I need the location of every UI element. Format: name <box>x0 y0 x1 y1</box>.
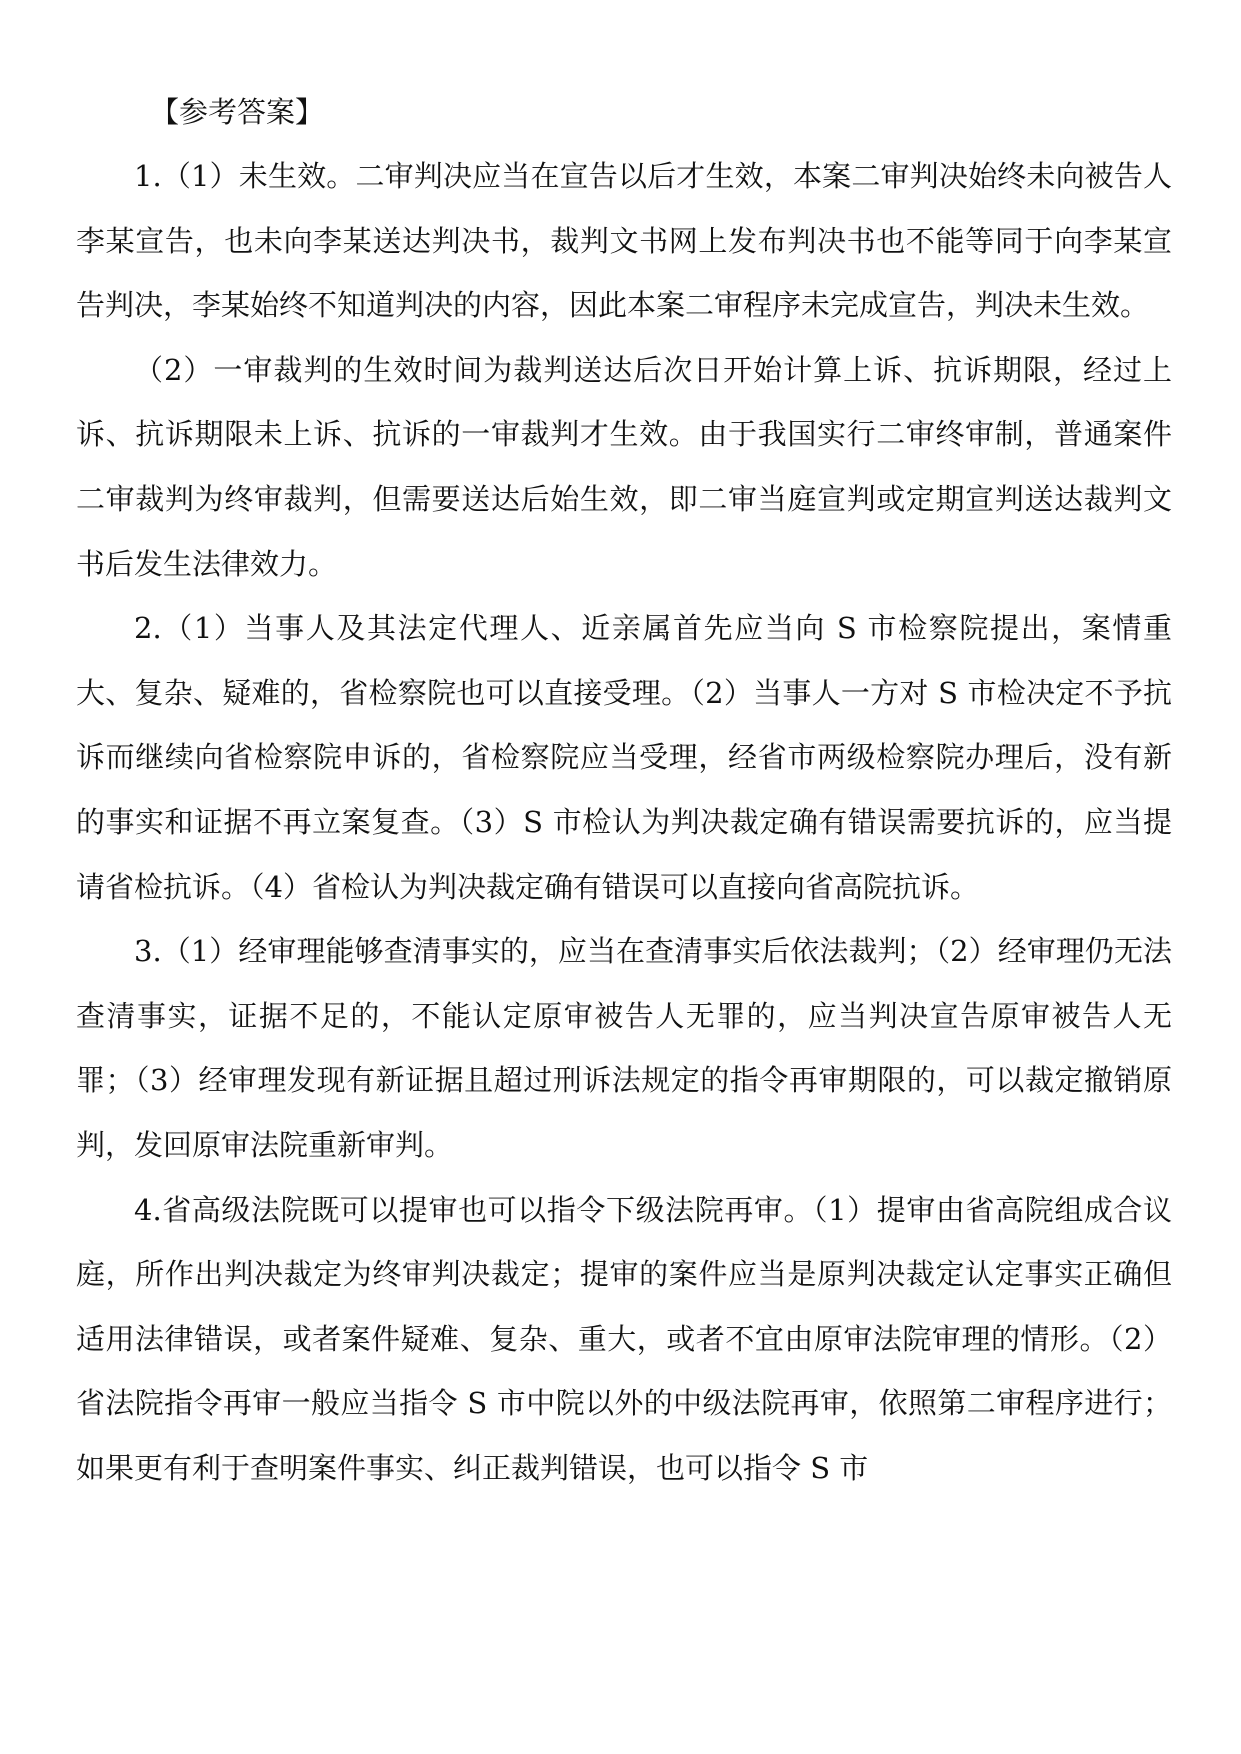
answer-paragraph-1: 1.（1）未生效。二审判决应当在宣告以后才生效，本案二审判决始终未向被告人李某宣告，也未向李某送达判决书，裁判文书网上发布判决书也不能等同于向李某宣告判决，李某始终不知道判决的内容，因此本案二审程序未完成宣告，判决未生效。 <box>76 159 1172 323</box>
answer-paragraph-2: 2.（1）当事人及其法定代理人、近亲属首先应当向 S 市检察院提出，案情重大、复杂、疑难的，省检察院也可以直接受理。（2）当事人一方对 S 市检决定不予抗诉而继续向省检察院申诉的，省检察院应当受理，经省市两级检察院办理后，没有新的事实和证据不再立案复查。（3）S 市检认为判决裁定确有错误需要抗诉的，应当提请省检抗诉。（4）省检认为判决裁定确有错误可以直接向省高院抗诉。 <box>76 611 1172 904</box>
answer-paragraph-3: 3.（1）经审理能够查清事实的，应当在查清事实后依法裁判；（2）经审理仍无法查清事实，证据不足的，不能认定原审被告人无罪的，应当判决宣告原审被告人无罪；（3）经审理发现有新证据且超过刑诉法规定的指令再审期限的，可以裁定撤销原判，发回原审法院重新审判。 <box>76 934 1172 1162</box>
answer-paragraph-1-part-2: （2）一审裁判的生效时间为裁判送达后次日开始计算上诉、抗诉期限，经过上诉、抗诉期限未上诉、抗诉的一审裁判才生效。由于我国实行二审终审制，普通案件二审裁判为终审裁判，但需要送达后始生效，即二审当庭宣判或定期宣判送达裁判文书后发生法律效力。 <box>76 352 1172 581</box>
section-heading: 【参考答案】 <box>150 95 325 129</box>
answer-paragraph-4: 4.省高级法院既可以提审也可以指令下级法院再审。（1）提审由省高院组成合议庭，所作出判决裁定为终审判决裁定；提审的案件应当是原判决裁定认定事实正确但适用法律错误，或者案件疑难、复杂、重大，或者不宜由原审法院审理的情形。（2）省法院指令再审一般应当指令 S 市中院以外的中级法院再审，依照第二审程序进行；如果更有利于查明案件事实、纠正裁判错误，也可以指令 S 市 <box>76 1192 1172 1485</box>
document-body <box>76 80 1172 1500</box>
